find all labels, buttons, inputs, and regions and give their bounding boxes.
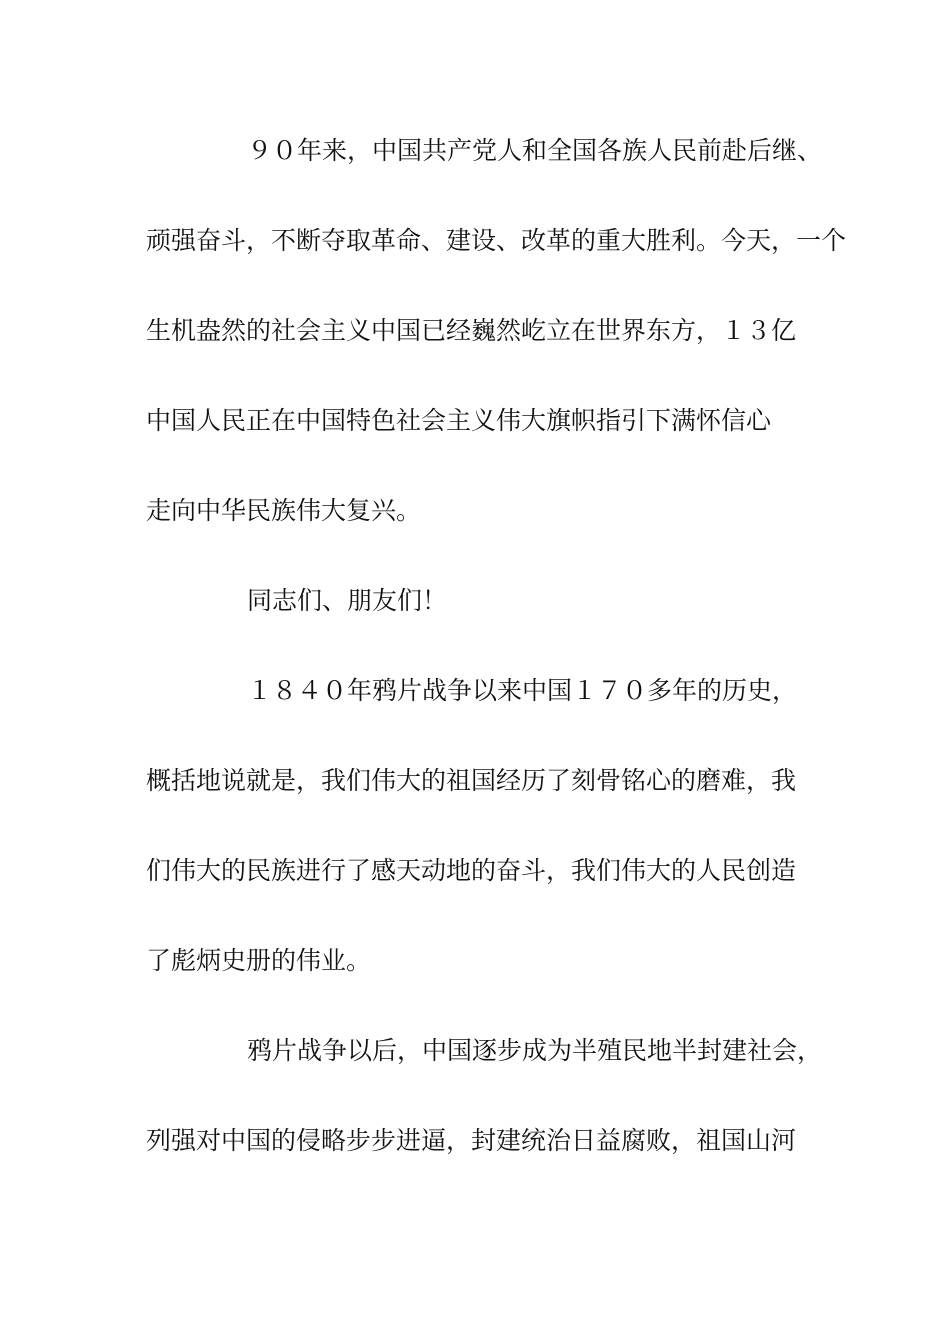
paragraph-2-line-3: 们伟大的民族进行了感天动地的奋斗，我们伟大的人民创造	[146, 856, 797, 885]
paragraph-2-line-1: １８４０年鸦片战争以来中国１７０多年的历史，	[247, 676, 798, 705]
paragraph-1-line-1: ９０年来，中国共产党人和全国各族人民前赴后继、	[247, 136, 823, 165]
paragraph-1-line-2: 顽强奋斗，不断夺取革命、建设、改革的重大胜利。今天，一个	[146, 226, 847, 255]
paragraph-3-line-2: 列强对中国的侵略步步进逼，封建统治日益腐败，祖国山河	[146, 1126, 797, 1155]
paragraph-1-line-4: 中国人民正在中国特色社会主义伟大旗帜指引下满怀信心	[146, 406, 772, 435]
paragraph-1-line-5: 走向中华民族伟大复兴。	[146, 496, 422, 525]
salutation-line: 同志们、朋友们！	[247, 586, 448, 615]
paragraph-3-line-1: 鸦片战争以后，中国逐步成为半殖民地半封建社会，	[247, 1036, 823, 1065]
paragraph-2-line-2: 概括地说就是，我们伟大的祖国经历了刻骨铭心的磨难，我	[146, 766, 797, 795]
paragraph-1-line-3: 生机盎然的社会主义中国已经巍然屹立在世界东方，１３亿	[146, 316, 797, 345]
paragraph-2-line-4: 了彪炳史册的伟业。	[146, 946, 372, 975]
